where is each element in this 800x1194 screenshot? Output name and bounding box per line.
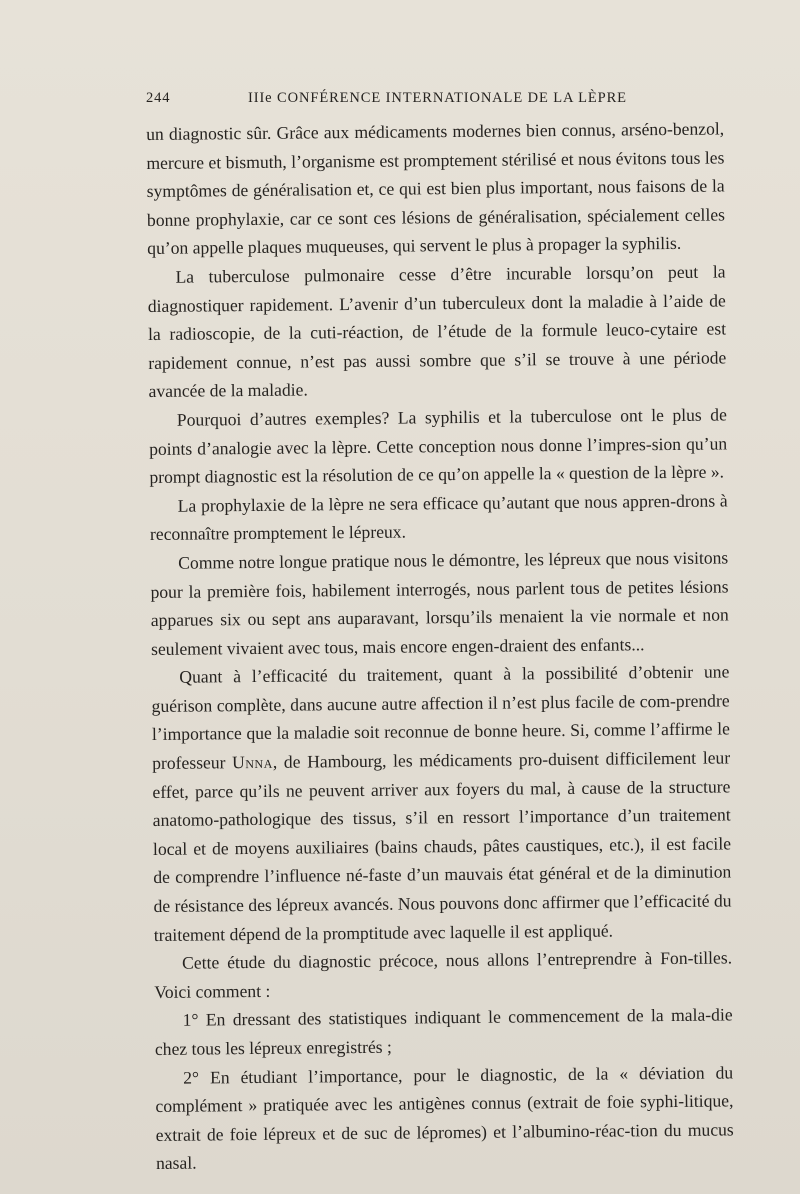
- paragraph-2: La tuberculose pulmonaire cesse d’être incurable lorsqu’on peut la diagnostiquer rapidement. L’avenir d’un tuberculeux dont la maladie à l’aide de la radioscopie, de la cuti-réaction, de l’étude de la formule leuco-cytaire est rapidement connue, n’est pas aussi sombre que s’il se trouve à une période avancée de la maladie.: [147, 261, 727, 402]
- author-name: Unna: [232, 751, 273, 773]
- paragraph-7: Cette étude du diagnostic précoce, nous allons l’entreprendre à Fon-tilles. Voici comment :: [154, 947, 733, 1002]
- list-item-2: 2° En étudiant l’importance, pour le diagnostic, de la « déviation du complément » pratiquée avec les antigènes connus (extrait de foie syphi-litique, extrait de foie lépreux et de suc de lépromes) et l’albumino-réac-tion du mucus nasal.: [155, 1062, 734, 1174]
- paragraph-3: Pourquoi d’autres exemples? La syphilis et la tuberculose ont le plus de points d’analogie avec la lèpre. Cette conception nous donne l’impres-sion qu’un prompt diagnostic est la résolution de ce qu’on appelle la « question de la lèpre ».: [149, 404, 728, 488]
- paragraph-4: La prophylaxie de la lèpre ne sera efficace qu’autant que nous appren-drons à reconnaître promptement le lépreux.: [149, 490, 728, 545]
- paragraph-5: Comme notre longue pratique nous le démontre, les lépreux que nous visitons pour la première fois, habilement interrogés, nous parlent tous de petites lésions apparues six ou sept ans auparavant, lorsqu’ils menaient la vie normale et non seulement vivaient avec tous, mais encore engen-draient des enfants...: [150, 547, 729, 659]
- paragraph-6-start: Quant à l’efficacité du traitement, quant à la possibilité d’obtenir une guérison complète, dans aucune autre affection il n’est plus facile de com-prendre l’importance que la maladie soit reconnue de bonne heure. Si, comme l’affirme le professeur: [151, 661, 730, 774]
- running-title: IIIe CONFÉRENCE INTERNATIONALE DE LA LÈPRE: [248, 90, 627, 106]
- list-item-1: 1° En dressant des statistiques indiquant le commencement de la mala-die chez tous les lépreux enregistrés ;: [154, 1004, 733, 1059]
- paragraph-6: [151, 658, 732, 949]
- page-number: 244: [146, 90, 171, 106]
- body-text: [146, 114, 734, 1177]
- paragraph-1: un diagnostic sûr. Grâce aux médicaments modernes bien connus, arséno-benzol, mercure et bismuth, l’organisme est promptement stérilisé et nous évitons tous les symptômes de généralisation et, ce qui est bien plus important, nous faisons de la bonne prophylaxie, car ce sont ces lésions de généralisation, spécialement celles qu’on appelle plaques muqueuses, qui servent le plus à propager la syphilis.: [146, 118, 726, 259]
- paragraph-6-end: , de Hambourg, les médicaments pro-duisent difficilement leur effet, parce qu’ils ne peuvent arriver aux foyers du mal, à cause de la structure anatomo-pathologique des tissus, s’il en ressort l’importance d’un traitement local et de moyens auxiliaires (bains chauds, pâtes caustiques, etc.), il est facile de comprendre l’influence né-faste d’un mauvais état général et de la diminution de résistance des lépreux avancés. Nous pouvons donc affirmer que l’efficacité du traitement dépend de la promptitude avec laquelle il est appliqué.: [152, 747, 732, 945]
